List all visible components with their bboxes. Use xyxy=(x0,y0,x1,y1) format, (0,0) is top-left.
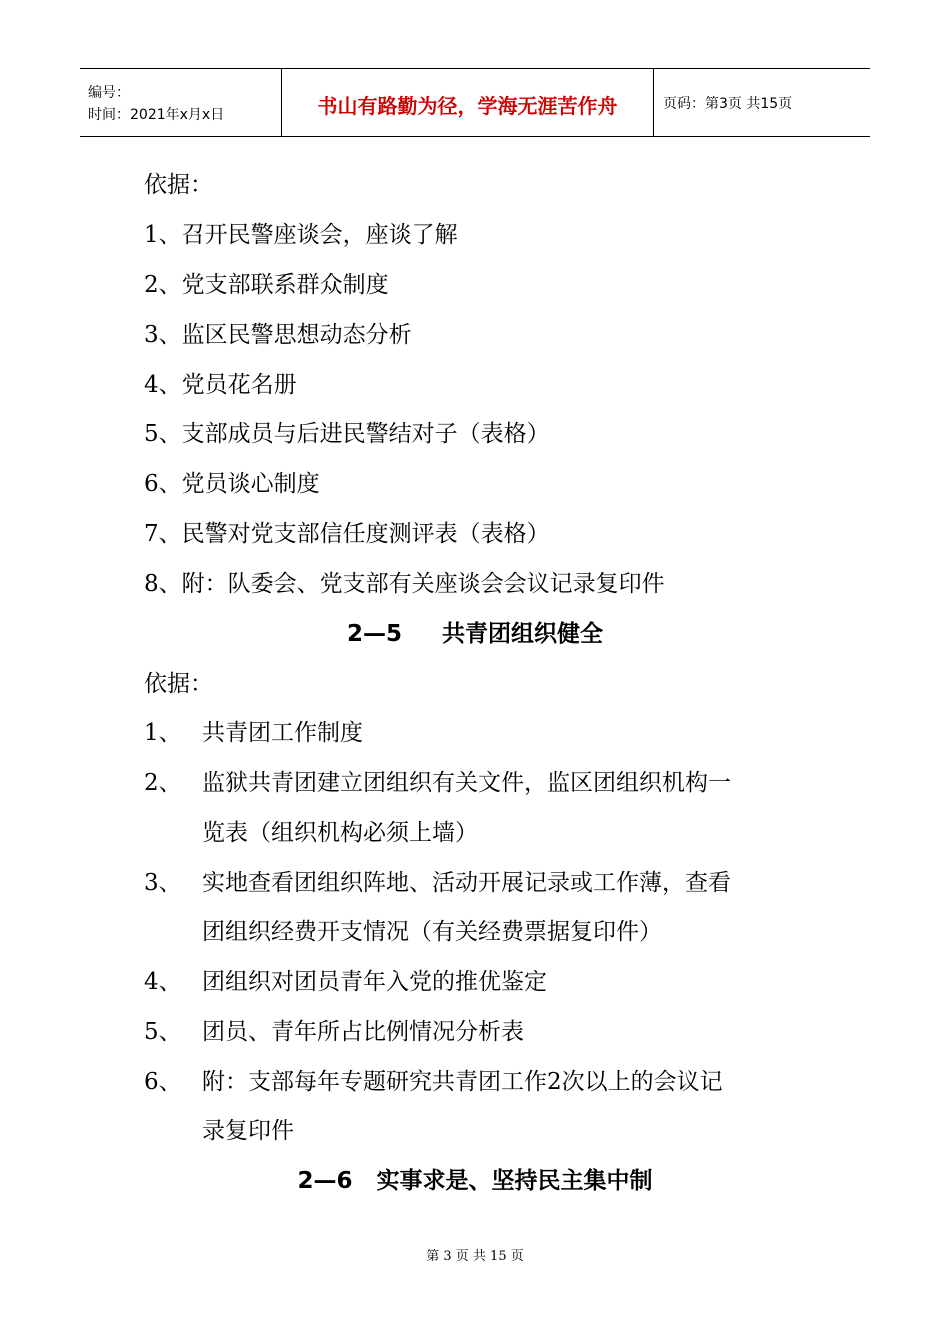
list-item: 6、党员谈心制度 xyxy=(144,471,320,497)
number-label: 编号： xyxy=(88,84,130,101)
item-number: 3、 xyxy=(144,870,182,896)
item-text: 录复印件 xyxy=(202,1118,294,1144)
item-text: 览表（组织机构必须上墙） xyxy=(202,820,478,846)
list-item: 1、召开民警座谈会，座谈了解 xyxy=(144,222,458,248)
item-text: 共青团工作制度 xyxy=(202,720,363,746)
list-item: 5、支部成员与后进民警结对子（表格） xyxy=(144,421,550,447)
item-text: 附：支部每年专题研究共青团工作2次以上的会议记 xyxy=(202,1069,723,1095)
time-label: 时间：2021年x月x日 xyxy=(88,106,225,123)
list-item: 8、附：队委会、党支部有关座谈会会议记录复印件 xyxy=(144,571,665,597)
item-number: 2、 xyxy=(144,770,182,796)
item-text: 团员、青年所占比例情况分析表 xyxy=(202,1019,524,1045)
header-meta xyxy=(80,69,282,136)
item-text: 实地查看团组织阵地、活动开展记录或工作薄，查看 xyxy=(202,870,731,896)
list-item: 3、监区民警思想动态分析 xyxy=(144,322,412,348)
item-number: 5、 xyxy=(144,1019,182,1045)
document-header xyxy=(80,68,870,137)
item-number: 4、 xyxy=(144,969,182,995)
list-item: 4、党员花名册 xyxy=(144,372,297,398)
header-page-info: 页码：第3页 共15页 xyxy=(663,95,793,112)
item-text: 监狱共青团建立团组织有关文件，监区团组织机构一 xyxy=(202,770,731,796)
item-number: 1、 xyxy=(144,720,182,746)
list-item: 7、民警对党支部信任度测评表（表格） xyxy=(144,521,550,547)
item-text: 团组织对团员青年入党的推优鉴定 xyxy=(202,969,547,995)
section-heading: 2—5 共青团组织健全 xyxy=(346,621,604,647)
section-heading: 2—6 实事求是、坚持民主集中制 xyxy=(297,1168,653,1194)
basis-label: 依据： xyxy=(144,172,213,198)
item-number: 6、 xyxy=(144,1069,182,1095)
header-motto: 书山有路勤为径，学海无涯苦作舟 xyxy=(282,69,654,136)
list-item: 2、党支部联系群众制度 xyxy=(144,272,389,298)
basis-label: 依据： xyxy=(144,671,213,697)
page-footer: 第 3 页 共 15 页 xyxy=(426,1249,524,1264)
item-text: 团组织经费开支情况（有关经费票据复印件） xyxy=(202,919,662,945)
